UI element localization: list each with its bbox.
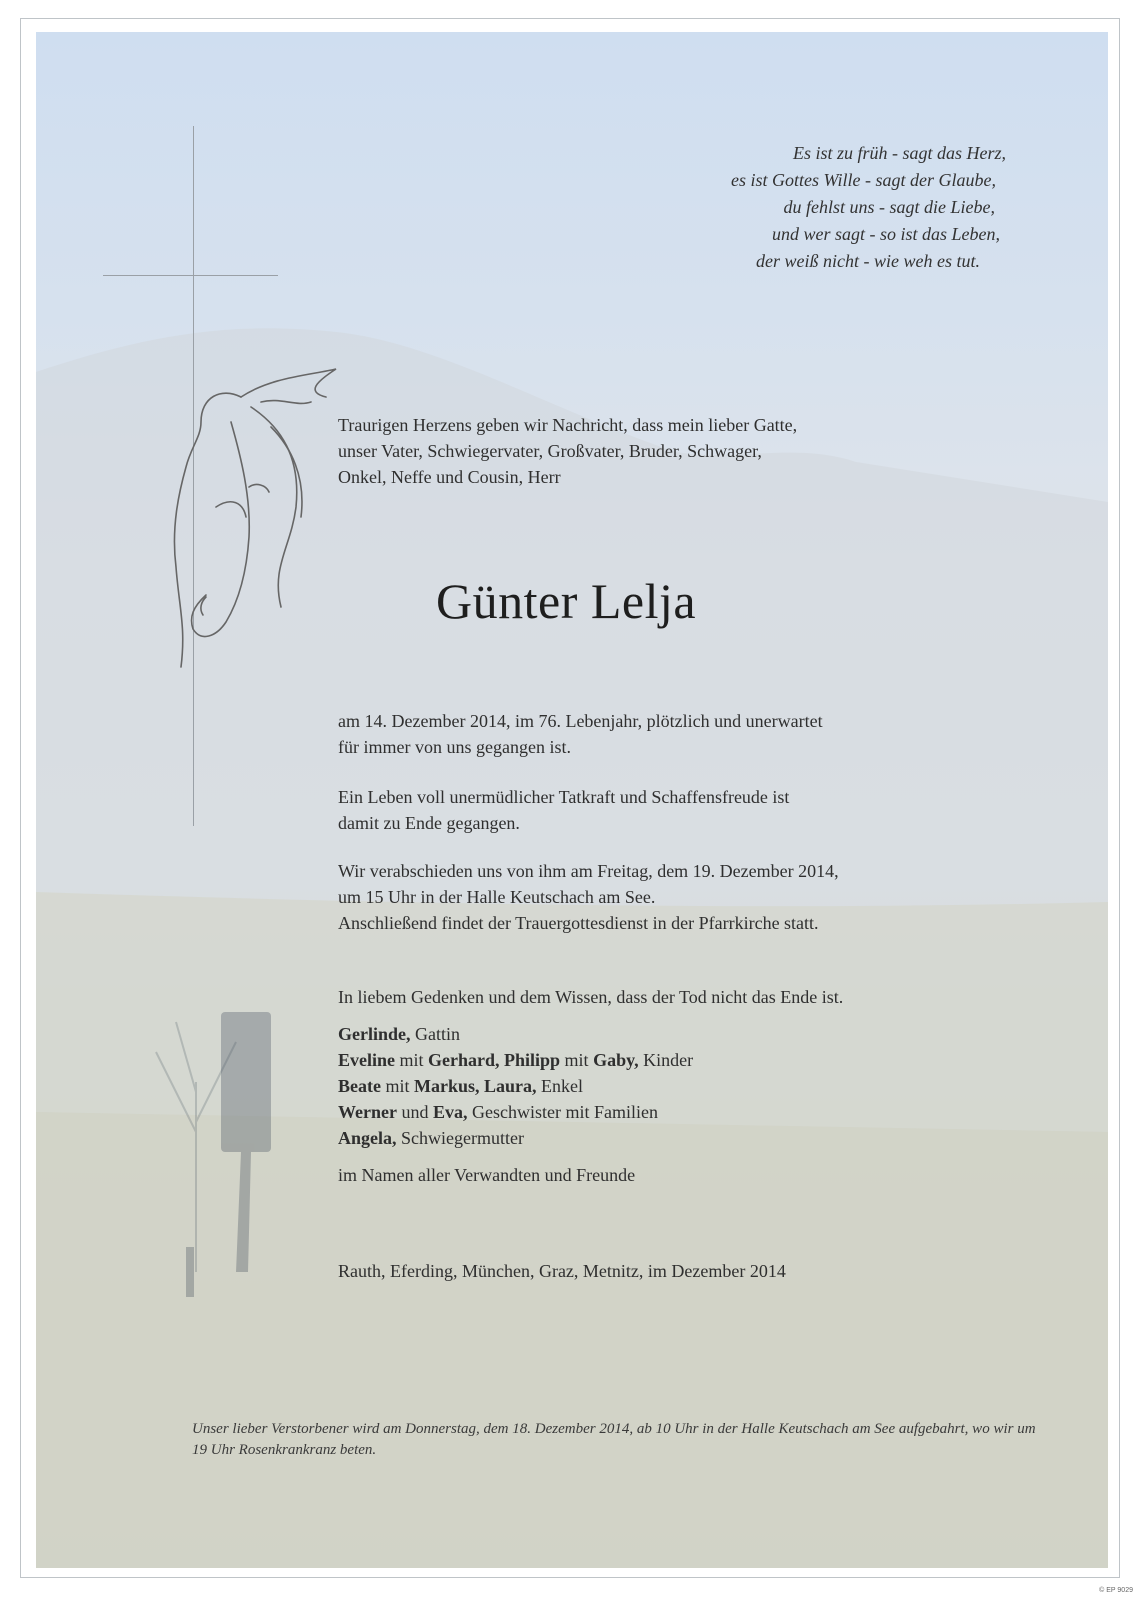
- text-line: unser Vater, Schwiegervater, Großvater, Bruder, Schwager,: [338, 441, 762, 461]
- text-line: Onkel, Neffe und Cousin, Herr: [338, 467, 561, 487]
- poem-line: der weiß nicht - wie weh es tut.: [756, 251, 980, 271]
- poem: [676, 140, 1006, 275]
- text-line: Ein Leben voll unermüdlicher Tatkraft und Schaffensfreude ist: [338, 787, 790, 807]
- places-text: Rauth, Eferding, München, Graz, Metnitz, im Dezember 2014: [338, 1261, 786, 1281]
- horse-head-icon: [131, 367, 341, 677]
- family-line: Werner und Eva, Geschwister mit Familien: [338, 1102, 658, 1122]
- text-line: Traurigen Herzens geben wir Nachricht, dass mein lieber Gatte,: [338, 415, 798, 435]
- family-line: Angela, Schwiegermutter: [338, 1128, 524, 1148]
- passing-text: [338, 708, 823, 760]
- memory-text: In liebem Gedenken und dem Wissen, dass der Tod nicht das Ende ist.: [338, 987, 844, 1007]
- family-line: Gerlinde, Gattin: [338, 1024, 460, 1044]
- footnote: Unser lieber Verstorbener wird am Donnerstag, dem 18. Dezember 2014, ab 10 Uhr in der Halle Keutschach am See aufgebahrt, wo wir um 19 Uhr Rosenkrankranz beten.: [192, 1421, 1036, 1458]
- poem-line: und wer sagt - so ist das Leben,: [771, 224, 1000, 244]
- poem-line: du fehlst uns - sagt die Liebe,: [783, 197, 995, 217]
- life-text: [338, 784, 789, 836]
- intro-text: [338, 412, 797, 490]
- text-line: damit zu Ende gegangen.: [338, 813, 520, 833]
- text-line: am 14. Dezember 2014, im 76. Lebenjahr, plötzlich und unerwartet: [338, 711, 823, 731]
- deceased-name: Günter Lelja: [436, 573, 697, 629]
- family-list: [338, 1021, 693, 1151]
- text-line: Anschließend findet der Trauergottesdienst in der Pfarrkirche statt.: [338, 913, 819, 933]
- family-line: Beate mit Markus, Laura, Enkel: [338, 1076, 584, 1096]
- text-line: Wir verabschieden uns von ihm am Freitag, dem 19. Dezember 2014,: [338, 861, 839, 881]
- text-line: für immer von uns gegangen ist.: [338, 737, 571, 757]
- poem-line: Es ist zu früh - sagt das Herz,: [792, 143, 1006, 163]
- family-line: Eveline mit Gerhard, Philipp mit Gaby, Kinder: [338, 1050, 694, 1070]
- poem-line: es ist Gottes Wille - sagt der Glaube,: [731, 170, 996, 190]
- print-code: © EP 9029: [1099, 1587, 1133, 1594]
- relatives-text: im Namen aller Verwandten und Freunde: [338, 1165, 636, 1185]
- cross-horizontal-bar: [103, 275, 278, 276]
- farewell-text: [338, 858, 839, 936]
- text-line: um 15 Uhr in der Halle Keutschach am See.: [338, 887, 656, 907]
- obituary-card: [36, 32, 1108, 1568]
